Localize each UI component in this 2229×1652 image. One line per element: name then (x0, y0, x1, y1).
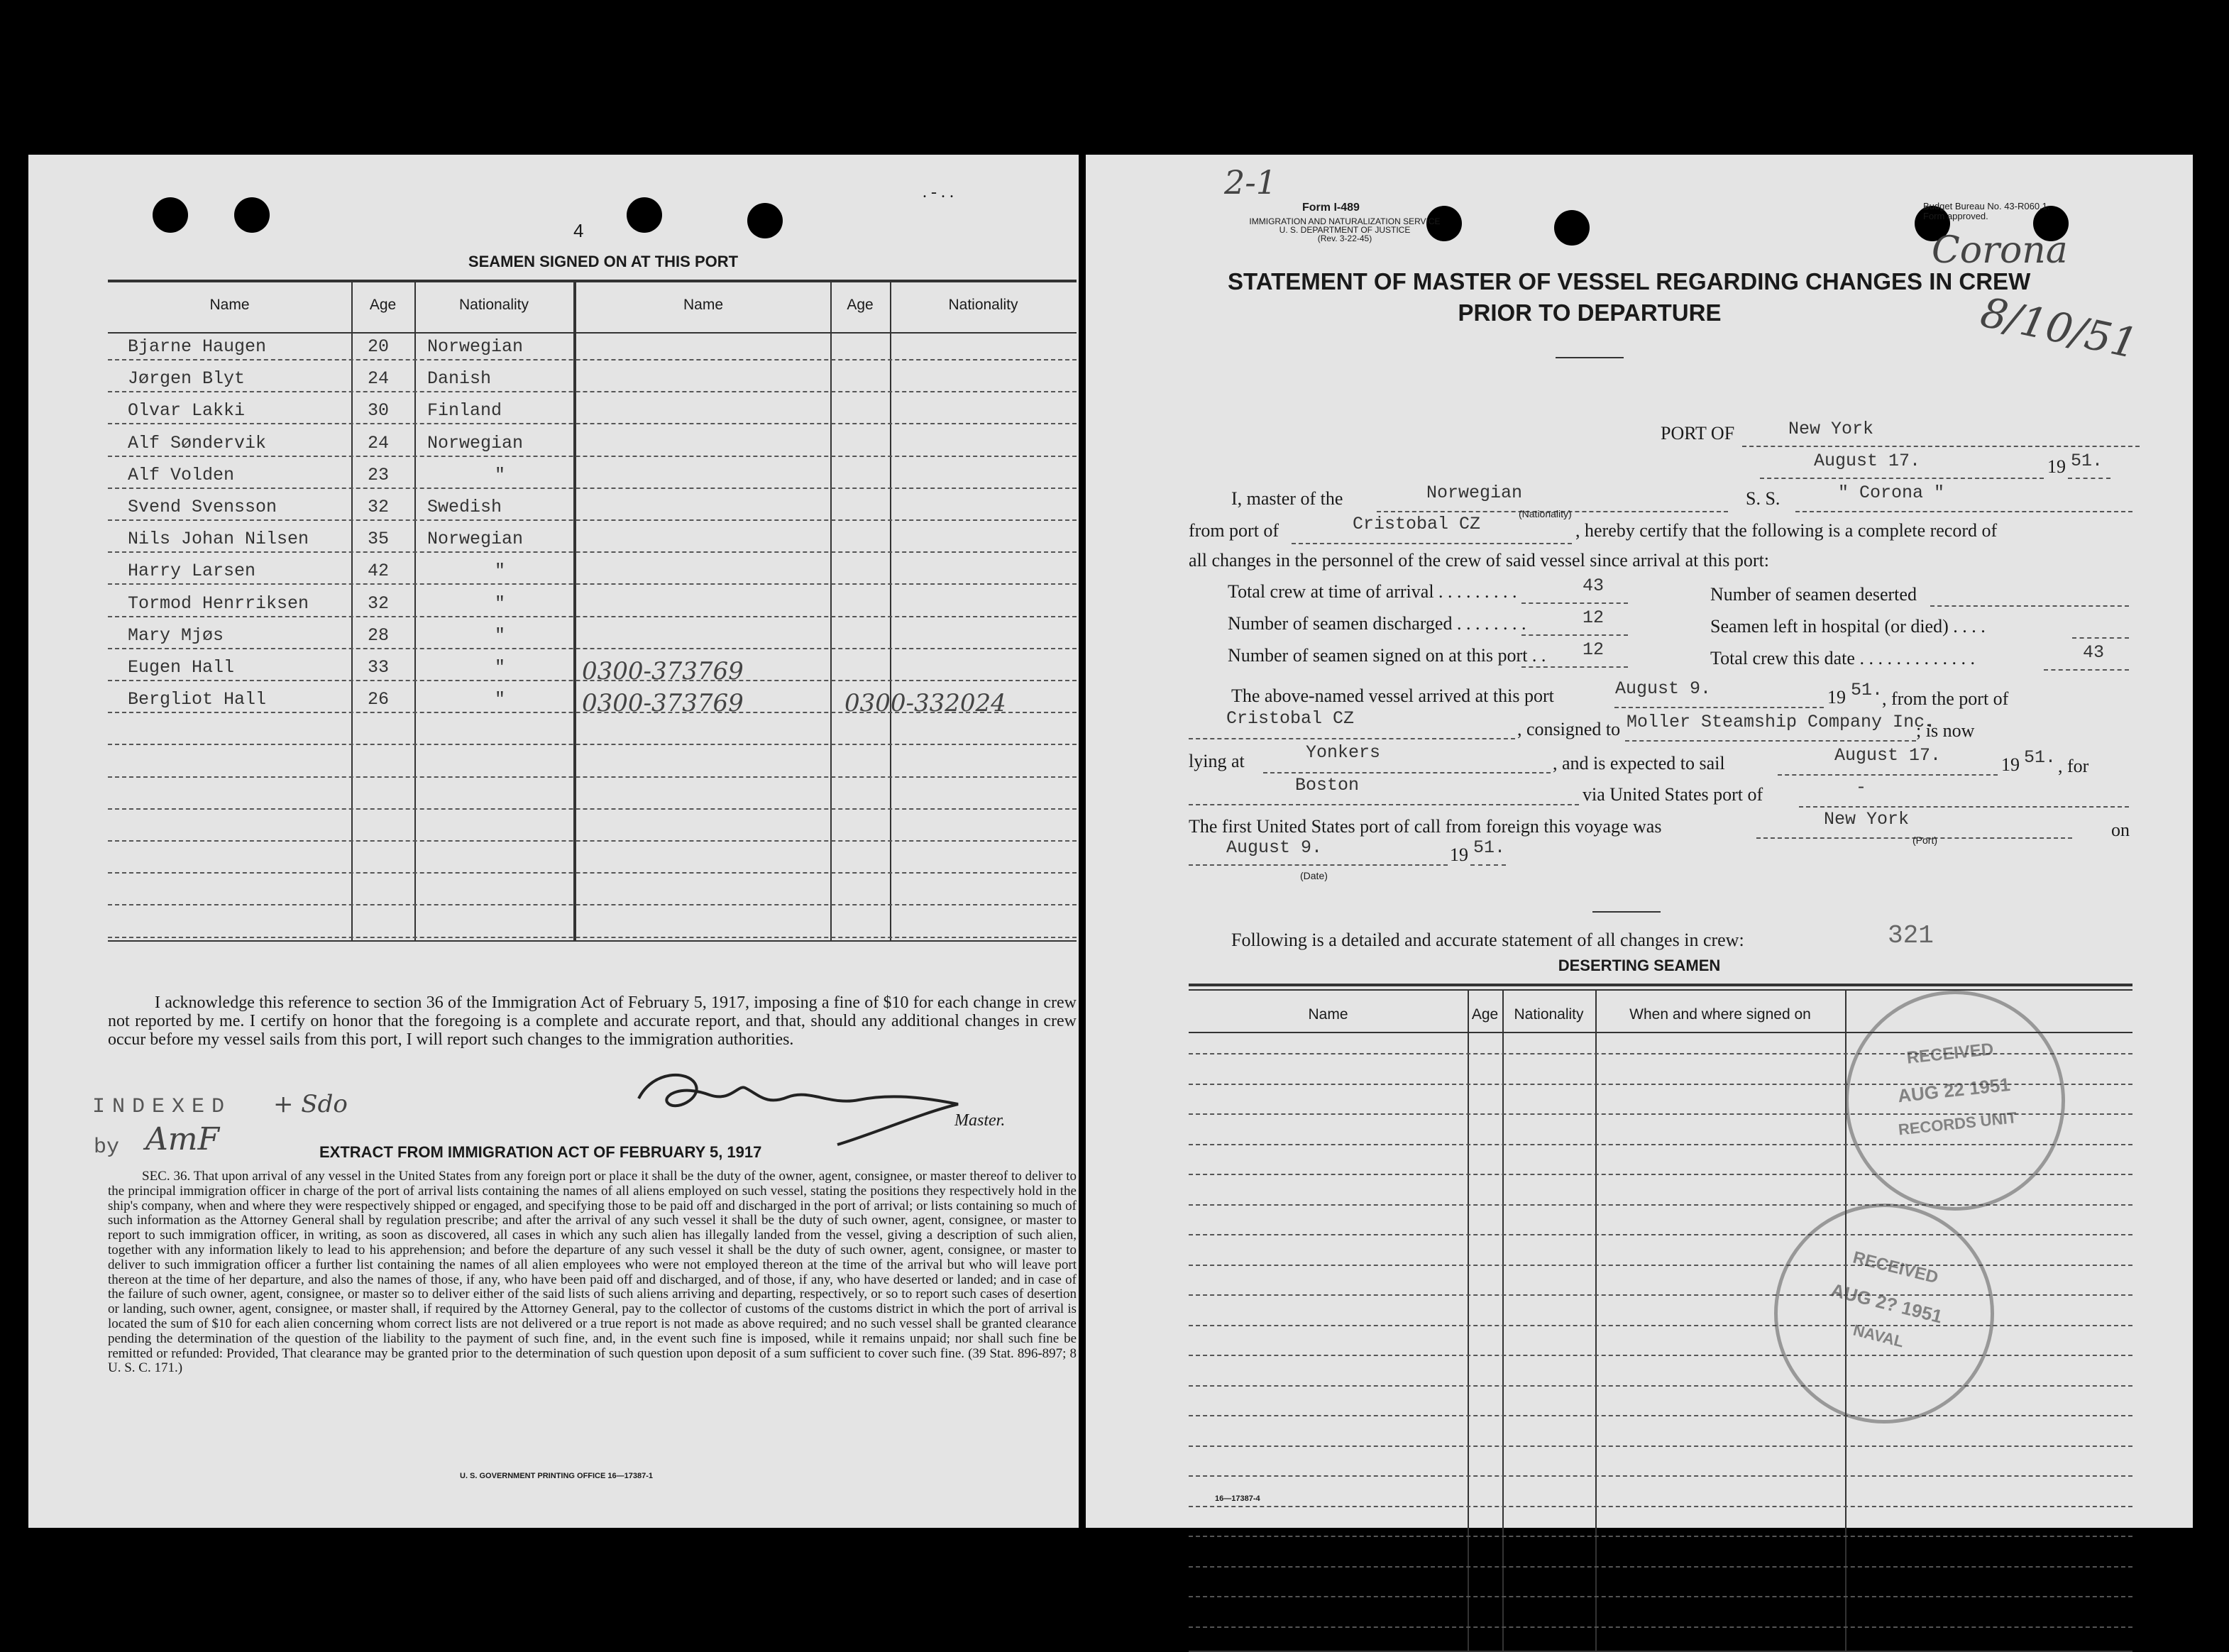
col-age-2: Age (847, 297, 874, 313)
expected-sail-label: , and is expected to sail (1553, 753, 1725, 773)
seaman-name: Mary Mjøs (128, 624, 224, 646)
seaman-name: Nils Johan Nilsen (128, 529, 309, 550)
total-crew-arrival-label: Total crew at time of arrival . . . . . . . . . (1228, 581, 1517, 602)
seaman-age: 26 (368, 689, 390, 710)
seaman-age: 24 (368, 368, 390, 390)
master-signature (624, 1056, 1022, 1155)
gpo-footer: U. S. GOVERNMENT PRINTING OFFICE 16—17387-1 (460, 1472, 654, 1480)
punch-hole (153, 197, 188, 233)
seaman-name: Tormod Henrriksen (128, 593, 309, 614)
from-port-label: from port of (1189, 520, 1279, 541)
row-rule (108, 423, 1077, 424)
top-marks: . - . . (923, 183, 954, 202)
handwritten-date: 8/10/51 (1976, 287, 2142, 368)
deserting-row-rule (1189, 1475, 2132, 1477)
seaman-nationality: " (495, 593, 506, 614)
seaman-name: Bergliot Hall (128, 689, 267, 710)
seaman-name: Olvar Lakki (128, 400, 246, 422)
signed-on-value: 12 (1583, 639, 1605, 660)
received-stamp-records (1834, 980, 2076, 1222)
total-crew-arrival: 43 (1583, 576, 1605, 596)
row-rule (108, 583, 1077, 585)
deserted-label: Number of seamen deserted (1710, 584, 1917, 605)
seaman-nationality: Danish (427, 368, 492, 390)
corner-handwriting: 2-1 (1224, 163, 1277, 202)
seaman-name: Eugen Hall (128, 657, 235, 678)
budget-block (1923, 202, 2050, 221)
stamp-line: AUG 2? 1951 (1829, 1279, 1945, 1328)
arrived-from: Cristobal CZ (1226, 708, 1355, 729)
acknowledgement: I acknowledge this reference to section 36 of the Immigration Act of February 5, 1917, imposing a fine of $10 for each change in crew not reported by me. I certify on honor that the foregoing is a complete and accurate report, and that, should any additional changes in crew occur before my vessel sails from this port, I will report such changes to the immigration authorities. (108, 993, 1077, 1049)
seaman-age: 33 (368, 657, 390, 678)
agency-line: (Rev. 3-22-45) (1317, 233, 1372, 243)
seaman-nationality: Swedish (427, 497, 502, 517)
lying-at-label: lying at (1189, 751, 1245, 771)
seaman-age: 42 (368, 561, 390, 582)
stamp-line: AUG 22 1951 (1896, 1073, 2012, 1107)
punch-hole (1554, 210, 1590, 246)
row-rule (108, 904, 1077, 905)
form-subtitle: PRIOR TO DEPARTURE (1458, 299, 1722, 326)
seaman-name: Alf Søndervik (128, 432, 267, 453)
row-rule (108, 776, 1077, 778)
deserting-row-rule (1189, 1596, 2132, 1597)
seaman-name: Bjarne Haugen (128, 336, 267, 357)
seaman-nationality: Norwegian (427, 336, 524, 357)
seaman-name: Svend Svensson (128, 497, 277, 517)
discharged-value: 12 (1583, 607, 1605, 628)
seaman-nationality: Norwegian (427, 529, 524, 550)
form-footer: 16—17387-4 (1215, 1494, 1260, 1503)
nationality-value: Norwegian (1426, 483, 1523, 503)
on-label: on (2111, 820, 2130, 840)
destination: Boston (1295, 775, 1360, 795)
ship-name: " Corona " (1838, 483, 1945, 503)
row-rule (108, 519, 1077, 521)
row-rule (108, 488, 1077, 489)
right-page (1086, 155, 2193, 1528)
col-name: Name (209, 297, 250, 313)
signed-on-label: Number of seamen signed on at this port . . (1228, 645, 1546, 666)
ss-label: S. S. (1746, 488, 1781, 509)
stamp-line: RECORDS UNIT (1897, 1108, 2018, 1139)
from-port-value: Cristobal CZ (1353, 514, 1481, 534)
total-this-date-value: 43 (2083, 642, 2105, 663)
seaman-age: 20 (368, 336, 390, 357)
stamp-number: 321 (1888, 921, 1934, 950)
via-value: - (1856, 777, 1867, 798)
port-label: PORT OF (1661, 423, 1735, 444)
seaman-nationality: " (495, 689, 506, 710)
seaman-age: 24 (368, 432, 390, 453)
first-port-date: August 9. (1226, 837, 1323, 858)
deserting-row-rule (1189, 1385, 2132, 1387)
by-label: by (94, 1135, 120, 1160)
consignee: Moller Steamship Company Inc. (1627, 712, 1936, 732)
left-page (28, 155, 1079, 1528)
first-port-year-prefix: 19 (1450, 844, 1468, 865)
seaman-nationality: " (495, 561, 506, 582)
seaman-age: 32 (368, 497, 390, 517)
seaman-extra-number-2: 0300-332024 (844, 689, 1006, 718)
sail-year: 51. (2024, 747, 2057, 768)
row-rule (108, 359, 1077, 360)
col-nationality-2: Nationality (948, 297, 1018, 313)
first-port-year: 51. (1473, 837, 1506, 858)
deserting-row-rule (1189, 1415, 2132, 1416)
row-rule (108, 744, 1077, 745)
seaman-age: 28 (368, 624, 390, 646)
for-label: , for (2058, 756, 2089, 776)
is-now: ; is now (1916, 720, 1975, 741)
via-label: via United States port of (1583, 784, 1763, 805)
year-prefix: 19 (2047, 456, 2066, 477)
col-nationality: Nationality (458, 297, 529, 313)
deserting-row-rule (1189, 1506, 2132, 1507)
row-rule (108, 648, 1077, 649)
master-label: Master. (954, 1111, 1006, 1130)
col-age: Age (369, 297, 397, 313)
deserting-row-rule (1189, 1234, 2132, 1235)
indexed-handwriting: + Sdo (273, 1090, 348, 1118)
sail-year-prefix: 19 (2001, 754, 2020, 775)
deserting-col-age: Age (1471, 1006, 1499, 1023)
nationality-caption: (Nationality) (1519, 508, 1572, 519)
agency-line: U. S. DEPARTMENT OF JUSTICE (1279, 225, 1411, 235)
extract-text: SEC. 36. That upon arrival of any vessel in the United States from any foreign port or place it shall be the duty of the owner, agent, consignee, or master thereof to deliver to the principal immigration officer in charge of the port of arrival lists containing the names of all aliens employed on such vessel, stating the positions they respectively hold in the ship's company, when and where they were respectively shipped or engaged, and specifying those to be paid off and discharged in the port of arrival; or lists containing so much of such information as the Attorney General shall by regulation prescribe; and after the arrival of any such vessel it shall be the duty of such owner, agent, consignee, or master to report to such immigration officer, in writing, as soon as discovered, all cases in which any such alien has illegally landed from the vessel, giving a description of such alien, together with any information likely to lead to his apprehension; and before the departure of any such vessel it shall be the duty of such owner, agent, consignee, or master to deliver to such immigration officer a further list containing the names of all alien employees who were not employed thereon at the time of the arrival but who will leave port thereon at the time of her departure, and also the names of those, if any, who have been paid off and discharged, and of those, if any, who have deserted or landed; and in case of the failure of such owner, agent, consignee, or master so to deliver either of the said lists of such aliens arriving and departing, respectively, or so to report such cases of desertion or landing, such owner, agent, consignee, or master shall, if required by the Attorney General, pay to the collector of customs of the customs district in which the port of arrival is located the sum of $10 for each alien concerning whom correct lists are not delivered or a true report is not made as above required; and no such vessel shall be granted clearance pending the determination of the question of the liability to the payment of such fine, and, in the event such fine is imposed, while it remains unpaid; nor shall such fine be remitted or refunded: Provided, That clearance may be granted prior to the determination of such question upon deposit of a sum sufficient to cover such fine. (39 Stat. 896-897; 8 U. S. C. 171.) (108, 1169, 1077, 1376)
deserting-row-rule (1189, 1446, 2132, 1447)
row-rule (108, 808, 1077, 810)
sail-date: August 17. (1834, 745, 1942, 766)
agency-line: IMMIGRATION AND NATURALIZATION SERVICE (1249, 216, 1441, 226)
seaman-name: Jørgen Blyt (128, 368, 246, 390)
deserting-row-rule (1189, 1265, 2132, 1266)
deserting-col-signed-on: When and where signed on (1629, 1006, 1811, 1023)
first-port-value: New York (1824, 809, 1910, 830)
certify-text: , hereby certify that the following is a complete record of (1575, 520, 1998, 541)
row-rule (108, 937, 1077, 938)
seaman-nationality: " (495, 464, 506, 485)
total-this-date-label: Total crew this date . . . . . . . . . . . . . (1710, 648, 1975, 668)
form-number: Form I-489 (1302, 202, 1360, 214)
hospital-label: Seamen left in hospital (or died) . . . . (1710, 616, 1986, 637)
budget-line: Budget Bureau No. 43-R060.1. (1923, 201, 2050, 211)
row-rule (108, 872, 1077, 874)
row-rule (108, 616, 1077, 617)
row-rule (108, 551, 1077, 553)
punch-hole (234, 197, 270, 233)
seaman-name: Harry Larsen (128, 561, 256, 582)
deserting-col-nationality: Nationality (1514, 1006, 1584, 1023)
following-label: Following is a detailed and accurate statement of all changes in crew: (1231, 930, 1744, 950)
page-number: 4 (573, 220, 584, 241)
col-name-2: Name (683, 297, 724, 313)
indexed-stamp: INDEXED (92, 1095, 232, 1119)
extract-title: EXTRACT FROM IMMIGRATION ACT OF FEBRUARY 5, 1917 (319, 1143, 762, 1161)
port-caption: (Port) (1912, 835, 1937, 846)
received-stamp-naval (1751, 1180, 2018, 1447)
first-port-label: The first United States port of call from foreign this voyage was (1189, 816, 1662, 837)
seaman-nationality: Finland (427, 400, 502, 422)
seaman-age: 32 (368, 593, 390, 614)
stamp-line: NAVAL (1851, 1321, 1906, 1351)
section-title: SEAMEN SIGNED ON AT THIS PORT (468, 253, 739, 270)
seaman-nationality: " (495, 657, 506, 678)
row-rule (108, 391, 1077, 392)
arrived-label: The above-named vessel arrived at this port (1231, 685, 1554, 706)
seaman-age: 23 (368, 464, 390, 485)
stamp-line: RECEIVED (1851, 1248, 1940, 1288)
deserting-row-rule (1189, 1536, 2132, 1537)
seaman-age: 35 (368, 529, 390, 550)
budget-line: Form approved. (1923, 211, 1988, 221)
seaman-extra-number: 0300-373769 (582, 657, 744, 685)
punch-hole (747, 203, 783, 238)
handwritten-corona: Corona (1932, 229, 2068, 272)
punch-hole (627, 197, 662, 233)
discharged-label: Number of seamen discharged . . . . . . . . (1228, 613, 1526, 634)
seaman-name: Alf Volden (128, 464, 235, 485)
master-of-label: I, master of the (1231, 488, 1343, 509)
form-title: STATEMENT OF MASTER OF VESSEL REGARDING CHANGES IN CREW (1228, 268, 2031, 294)
arrived-year-prefix: 19 (1827, 687, 1846, 707)
certify-text-2: all changes in the personnel of the crew of said vessel since arrival at this port: (1189, 550, 1770, 571)
port-value: New York (1788, 419, 1874, 439)
lying-at: Yonkers (1306, 742, 1381, 763)
deserting-row-rule (1189, 1626, 2132, 1628)
deserting-title: DESERTING SEAMEN (1558, 957, 1721, 974)
year-value: 51. (2071, 451, 2103, 471)
arrived-year: 51. (1851, 680, 1883, 700)
seaman-nationality: " (495, 624, 506, 646)
deserting-row-rule (1189, 1355, 2132, 1356)
seaman-age: 30 (368, 400, 390, 422)
seaman-nationality: Norwegian (427, 432, 524, 453)
from-the-port-label: , from the port of (1882, 688, 2009, 709)
deserting-col-name: Name (1308, 1006, 1348, 1023)
arrived-date: August 9. (1615, 678, 1712, 699)
row-rule (108, 456, 1077, 457)
consigned-label: , consigned to (1517, 719, 1621, 739)
agency-block (1196, 217, 1494, 243)
row-rule (108, 840, 1077, 842)
by-handwriting: AmF (145, 1121, 220, 1157)
deserting-row-rule (1189, 1566, 2132, 1568)
date-value: August 17. (1814, 451, 1921, 471)
seaman-extra-number: 0300-373769 (582, 689, 744, 718)
date-caption: (Date) (1300, 870, 1328, 881)
stamp-line: RECEIVED (1905, 1040, 1995, 1068)
